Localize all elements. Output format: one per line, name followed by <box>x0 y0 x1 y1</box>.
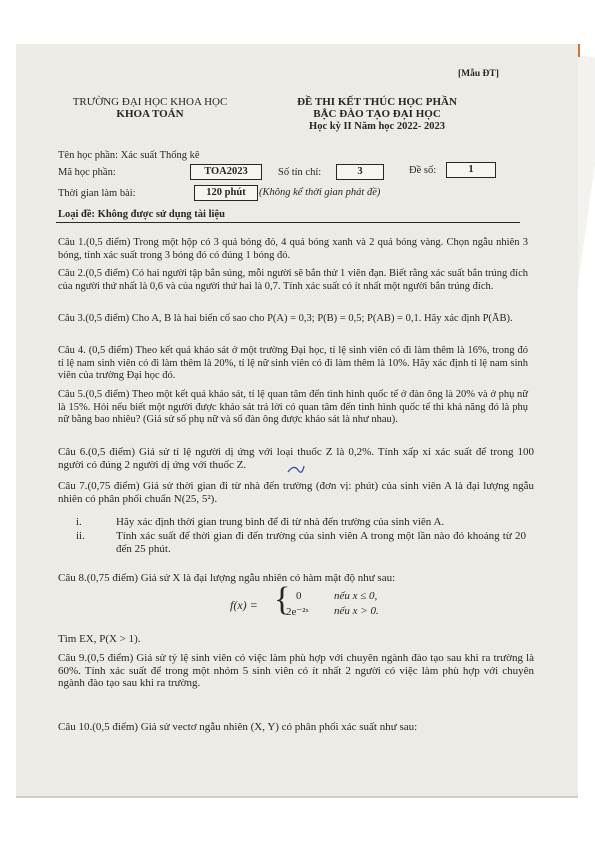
question-7: Câu 7.(0,75 điểm) Giả sử thời gian đi từ nhà đến trường (đơn vị: phút) của sinh viên A là đại lượng ngẫu nhiên có phân phối chuẩn N(25, 5²). <box>58 480 534 505</box>
question-3: Câu 3.(0,5 điểm) Cho A, B là hai biến cố sao cho P(A) = 0,3; P(B) = 0,5; P(AB) = 0,1. Hãy xác định P(ĀB). <box>58 313 513 324</box>
exam-type: Loại đề: Không được sử dụng tài liệu <box>58 209 225 220</box>
brace-icon: { <box>274 581 291 618</box>
form-code: [Mẫu ĐT] <box>458 69 499 79</box>
question-4: Câu 4. (0,5 điểm) Theo kết quả khảo sát ở một trường Đại học, tỉ lệ sinh viên có đi làm thêm là 16%, trong đó tỉ lệ nam sinh viên có đi làm thêm là 20%, tỉ lệ nữ sinh viên có đi làm thêm là 10%. Hãy xác định tỉ lệ nam sinh viên của trường Đại học đó. <box>58 345 528 381</box>
question-7-i-marker: i. <box>76 516 82 528</box>
sheet-edge <box>16 796 578 798</box>
density-function-label: f(x) = <box>230 598 258 612</box>
question-9: Câu 9.(0,5 điểm) Giả sử tỷ lệ sinh viên có việc làm phù hợp với chuyên ngành đào tạo sau khi ra trường là 60%. Tính xác suất để trong một nhóm 5 sinh viên có ít nhất 2 người có việc làm phù hợp với chuyên ngành đào tạo sau khi ra trường. <box>58 652 534 689</box>
course-code-label: Mã học phần: <box>58 167 116 178</box>
semester-year: Học kỳ II Năm học 2022- 2023 <box>309 121 445 132</box>
density-case-1-condition: nếu x ≤ 0, <box>334 590 378 602</box>
faculty-name: KHOA TOÁN <box>116 108 184 120</box>
education-level: BẬC ĐÀO TẠO ĐẠI HỌC <box>313 108 441 120</box>
density-case-2-condition: nếu x > 0. <box>334 605 379 617</box>
question-1: Câu 1.(0,5 điểm) Trong một hộp có 3 quả bóng đỏ, 4 quả bóng xanh và 2 quả bóng vàng. Chọn ngẫu nhiên 3 bóng, tính xác suất trong 3 bóng đó có đúng 1 bóng đỏ. <box>58 237 528 261</box>
density-case-1-value: 0 <box>296 590 302 602</box>
question-2: Câu 2.(0,5 điểm) Có hai người tập bắn súng, mỗi người sẽ bắn thử 1 viên đạn. Biết rằng xác suất bắn trúng đích của người thứ nhất là 0,6 và của người thứ hai là 0,7. Tính xác suất có ít nhất một người bắn trúng đích. <box>58 268 528 292</box>
university-name: TRƯỜNG ĐẠI HỌC KHOA HỌC <box>72 96 228 108</box>
time-note: (Không kể thời gian phát đề) <box>259 187 381 198</box>
density-case-2-value: 2e⁻²ˣ <box>286 606 309 618</box>
question-8: Câu 8.(0,75 điểm) Giả sử X là đại lượng ngẫu nhiên có hàm mật độ như sau: <box>58 572 396 584</box>
credits-box: 3 <box>336 164 384 180</box>
header-divider <box>56 222 520 223</box>
time-box: 120 phút <box>194 185 258 201</box>
question-6: Câu 6.(0,5 điểm) Giả sử tỉ lệ người dị ứng với loại thuốc Z là 0,2%. Tính xấp xỉ xác suất để trong 100 người có đúng 2 người dị ứng với thuốc Z. <box>58 446 534 471</box>
question-7-ii-marker: ii. <box>76 530 85 542</box>
pen-mark-icon <box>286 462 306 476</box>
course-name: Tên học phần: Xác suất Thống kê <box>58 150 200 161</box>
time-label: Thời gian làm bài: <box>58 188 136 199</box>
question-7-ii: Tính xác suất để thời gian đi đến trường của sinh viên A trong một lần nào đó khoảng từ 20 đến 25 phút. <box>116 530 526 555</box>
exam-title: ĐỀ THI KẾT THÚC HỌC PHẦN <box>297 96 457 108</box>
question-8-task: Tìm EX, P(X > 1). <box>58 633 141 645</box>
exam-sheet <box>16 44 578 796</box>
credits-label: Số tín chỉ: <box>278 167 322 178</box>
question-10: Câu 10.(0,5 điểm) Giả sử vectơ ngẫu nhiên (X, Y) có phân phối xác suất như sau: <box>58 721 418 733</box>
exam-number-box: 1 <box>446 162 496 178</box>
course-code-box: TOA2023 <box>190 164 262 180</box>
exam-number-label: Đề số: <box>409 165 437 176</box>
question-5: Câu 5.(0,5 điểm) Theo một kết quả khảo sát, tỉ lệ quan tâm đến tình hình quốc tế ở đàn ông là 20% và ở phụ nữ là 15%. Hỏi nếu biết một người được khảo sát trả lời có quan tâm đến tình hình quốc tế thì khả năng đó là phụ nữ bằng bao nhiêu? (Giả sử số phụ nữ và số đàn ông được khảo sát là như nhau). <box>58 389 528 425</box>
question-7-i: Hãy xác định thời gian trung bình để đi từ nhà đến trường của sinh viên A. <box>116 516 445 528</box>
